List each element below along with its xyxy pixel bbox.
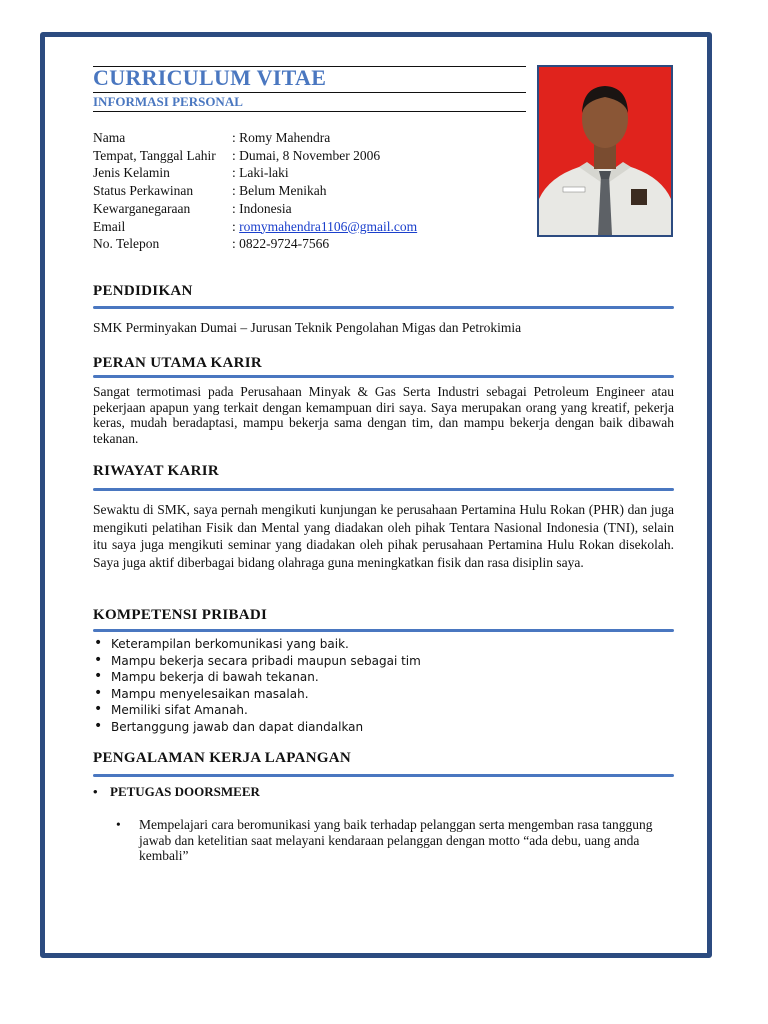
section-heading-peran: PERAN UTAMA KARIR — [93, 355, 262, 371]
page-title: CURRICULUM VITAE — [93, 65, 327, 90]
section-rule — [93, 375, 674, 378]
section-rule — [93, 774, 674, 777]
section-heading-kompetensi: KOMPETENSI PRIBADI — [93, 607, 268, 623]
section-subtitle-personal: INFORMASI PERSONAL — [93, 94, 243, 109]
pendidikan-text: SMK Perminyakan Dumai – Jurusan Teknik Pengolahan Migas dan Petrokimia — [93, 320, 522, 335]
profile-photo-illustration — [539, 67, 671, 235]
info-row-nama — [93, 129, 417, 147]
bullet-icon: • — [93, 784, 98, 799]
title-bottom-rule — [93, 92, 526, 93]
info-value: : Dumai, 8 November 2006 — [232, 147, 381, 163]
info-label: Email — [93, 218, 126, 234]
info-row-gender — [93, 164, 417, 182]
kompetensi-list — [93, 636, 421, 735]
list-item: • Mampu menyelesaikan masalah. — [111, 686, 421, 703]
section-heading-pendidikan: PENDIDIKAN — [93, 283, 193, 299]
list-item: • Mampu bekerja secara pribadi maupun sebagai tim — [111, 653, 421, 670]
profile-photo — [537, 65, 673, 237]
peran-text: Sangat termotimasi pada Perusahaan Minyak & Gas Serta Industri sebagai Petroleum Engineer atau pekerjaan apapun yang terkait dengan kemampuan diri saya. Saya merupakan orang yang kreatif, pekerja keras, mudah beradaptasi, mampu bekerja sama dengan tim, dan mampu bekerja dengan baik dibawah tekanan. — [93, 384, 674, 446]
info-value: : Romy Mahendra — [232, 130, 331, 145]
info-row-email — [93, 218, 417, 236]
section-rule — [93, 306, 674, 309]
info-label: Nama — [93, 130, 126, 145]
info-label: Status Perkawinan — [93, 183, 194, 199]
riwayat-text: Sewaktu di SMK, saya pernah mengikuti kunjungan ke perusahaan Pertamina Hulu Rokan (PHR) dan juga mengikuti pelatihan Fisik dan Mental yang diadakan oleh pihak Tentara Nasional Indonesia (TNI), selain itu saya juga mengikuti seminar yang diadakan oleh pihak perusahaan Pertamina Hulu Rokan disekolah. Saya juga aktif diberbagai bidang olahraga guna meningkatkan fisik dan rasa disiplin saya. — [93, 502, 674, 570]
section-heading-pengalaman: PENGALAMAN KERJA LAPANGAN — [93, 750, 352, 766]
info-value: : Laki-laki — [232, 165, 289, 181]
section-rule — [93, 488, 674, 491]
info-value — [232, 218, 417, 236]
info-row-marital — [93, 182, 417, 200]
experience-item — [93, 784, 260, 800]
email-prefix: : — [232, 218, 240, 234]
info-label: No. Telepon — [93, 236, 160, 252]
list-item: • Mampu bekerja di bawah tekanan. — [111, 669, 421, 686]
info-row-citizenship — [93, 200, 417, 218]
info-value: : Indonesia — [232, 200, 292, 216]
personal-info — [93, 129, 417, 253]
bullet-icon: • — [116, 817, 121, 832]
list-item: • Memiliki sifat Amanah. — [111, 702, 421, 719]
info-row-ttl — [93, 147, 417, 165]
email-link[interactable]: romymahendra1106@gmail.com — [239, 218, 418, 234]
info-label: Jenis Kelamin — [93, 165, 170, 181]
info-label: Tempat, Tanggal Lahir — [93, 147, 216, 163]
subtitle-rule — [93, 111, 526, 112]
info-value: : Belum Menikah — [232, 183, 327, 199]
info-label: Kewarganegaraan — [93, 200, 191, 216]
experience-detail-text: Mempelajari cara beromunikasi yang baik terhadap pelanggan serta mengemban rasa tanggung jawab dan ketelitian saat melayani kendaraan pelanggan dengan motto “ada debu, uang anda kembali” — [139, 817, 653, 863]
list-item: • Keterampilan berkomunikasi yang baik. — [111, 636, 421, 653]
info-value: : 0822-9724-7566 — [232, 236, 330, 252]
section-heading-riwayat: RIWAYAT KARIR — [93, 463, 220, 479]
experience-title: PETUGAS DOORSMEER — [110, 784, 260, 799]
section-rule — [93, 629, 674, 632]
experience-detail — [116, 817, 666, 864]
list-item: • Bertanggung jawab dan dapat diandalkan — [111, 719, 421, 736]
info-row-phone — [93, 235, 417, 253]
